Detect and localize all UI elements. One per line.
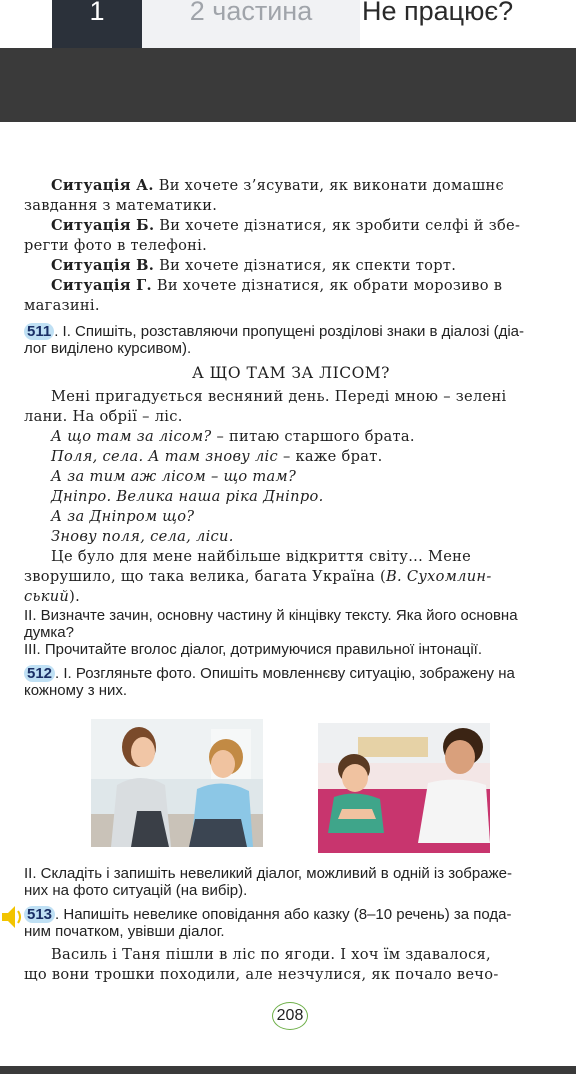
exercise-511 (24, 323, 558, 658)
ex512-task1: 512 . І. Розгляньте фото. Опишіть мовленнєву ситуацію, зображену на (24, 665, 558, 682)
dialog-line: А за тим аж лісом – що там? (51, 468, 297, 485)
ex511-author-cont: ський). (24, 588, 81, 605)
ex511-title: А ЩО ТАМ ЗА ЛІСОМ? (192, 364, 390, 382)
ex513-number: 513 (24, 906, 55, 923)
tab-part-2[interactable]: 2 частина (142, 0, 360, 48)
situation-b: Ситуація Б. Ви хочете дізнатися, як зробити селфі й збе- (51, 217, 521, 234)
ex511-task1: 511 . І. Спишіть, розставляючи пропущені розділові знаки в діалозі (діа- (24, 323, 558, 340)
textbook-page (24, 176, 558, 1024)
tab-part-1[interactable]: 1 (52, 0, 142, 48)
situation-d-cont: магазині. (24, 297, 100, 314)
ex512-task2-cont: них на фото ситуацій (на вибір). (24, 882, 248, 899)
ex511-intro: Мені пригадується весняний день. Переді мною – зелені (51, 388, 507, 405)
page-number: 208 (272, 1002, 308, 1030)
dialog-line: Дніпро. Велика наша ріка Дніпро. (51, 488, 324, 505)
ex512-number: 512 (24, 665, 55, 682)
header-band (0, 48, 576, 122)
ex512-task2: ІІ. Складіть і запишіть невеликий діалог, можливий в одній із зображе- (24, 865, 512, 882)
speaker-icon[interactable] (0, 900, 24, 934)
exercise-512 (24, 665, 558, 899)
ex511-number: 511 (24, 323, 54, 340)
ex513-story-cont: що вони трошки походили, але незчулися, як почало вечо- (24, 966, 499, 983)
photo-father-and-son (318, 723, 490, 853)
situation-d: Ситуація Г. Ви хочете дізнатися, як обрати морозиво в (51, 277, 503, 294)
exercise-513 (24, 906, 558, 985)
ex511-outro-cont: зворушило, що така велика, багата Україна (В. Сухомлин- (24, 568, 492, 585)
ex511-task2-cont: думка? (24, 624, 74, 641)
photo-mother-and-son (91, 719, 263, 847)
ex511-task3: ІІІ. Прочитайте вголос діалог, дотримуючися правильної інтонації. (24, 641, 482, 658)
tab-not-working[interactable]: Не працює? (360, 0, 576, 48)
situation-a-cont: завдання з математики. (24, 197, 218, 214)
situation-c: Ситуація В. Ви хочете дізнатися, як спекти торт. (51, 257, 457, 274)
ex511-task2: ІІ. Визначте зачин, основну частину й кінцівку тексту. Яка його основна (24, 607, 518, 624)
top-tabs (0, 0, 576, 48)
ex513-task: 513 . Напишіть невелике оповідання або казку (8–10 речень) за пода- (24, 906, 558, 923)
ex511-task1-cont: лог виділено курсивом). (24, 340, 192, 357)
photos-row (24, 719, 558, 855)
dialog-line: А що там за лісом? – питаю старшого брата. (51, 428, 415, 445)
dialog-line: А за Дніпром що? (51, 508, 195, 525)
bottom-bar (0, 1066, 576, 1074)
dialog-line: Знову поля, села, ліси. (51, 528, 234, 545)
ex513-story: Василь і Таня пішли в ліс по ягоди. І хоч їм здавалося, (51, 946, 491, 963)
ex512-task1-cont: кожному з них. (24, 682, 128, 699)
ex513-task-cont: ним початком, увівши діалог. (24, 923, 225, 940)
situations-block (24, 176, 558, 316)
ex511-outro: Це було для мене найбільше відкриття світу... Мене (51, 548, 472, 565)
dialog-line: Поля, села. А там знову ліс – каже брат. (51, 448, 383, 465)
ex511-intro-cont: лани. На обрії – ліс. (24, 408, 183, 425)
situation-a: Ситуація А. Ви хочете з’ясувати, як виконати домашнє (51, 177, 504, 194)
situation-b-cont: регти фото в телефоні. (24, 237, 208, 254)
